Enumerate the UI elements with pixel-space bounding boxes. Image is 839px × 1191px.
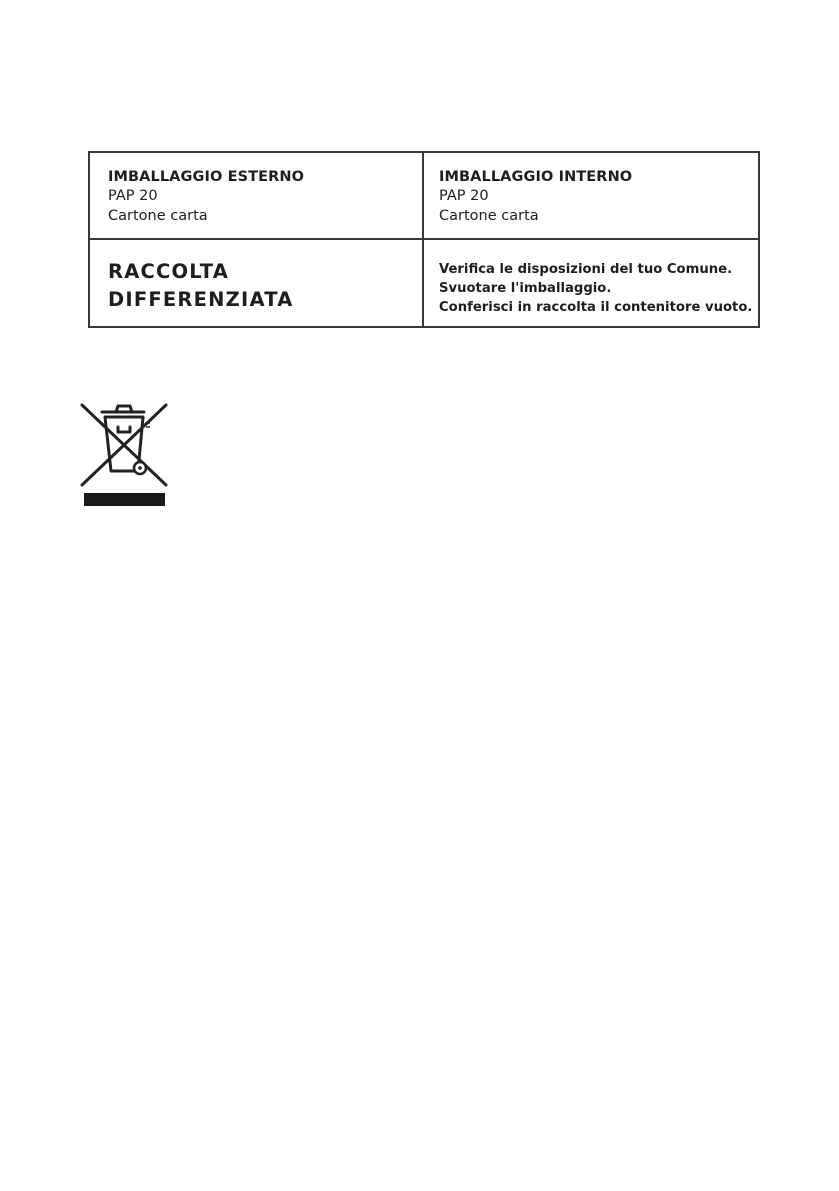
outer-packaging-cell <box>90 153 424 240</box>
instruction-line: Svuotare l'imballaggio. <box>439 281 612 296</box>
collection-title-line2: DIFFERENZIATA <box>108 288 294 311</box>
outer-packaging-code: PAP 20 <box>108 188 158 204</box>
collection-title-line1: RACCOLTA <box>108 260 229 283</box>
crossed-out-wheeled-bin-icon <box>80 401 168 509</box>
collection-cell <box>90 240 424 326</box>
outer-packaging-heading: IMBALLAGGIO ESTERNO <box>108 169 305 185</box>
instruction-line: Conferisci in raccolta il contenitore vuoto. <box>439 300 753 315</box>
instruction-line: Verifica le disposizioni del tuo Comune. <box>439 262 733 277</box>
inner-packaging-material: Cartone carta <box>439 207 539 224</box>
inner-packaging-heading: IMBALLAGGIO INTERNO <box>439 169 633 185</box>
packaging-disposal-table <box>88 151 760 328</box>
instructions-cell <box>424 240 758 326</box>
outer-packaging-material: Cartone carta <box>108 207 208 224</box>
inner-packaging-code: PAP 20 <box>439 188 489 204</box>
inner-packaging-cell <box>424 153 758 240</box>
